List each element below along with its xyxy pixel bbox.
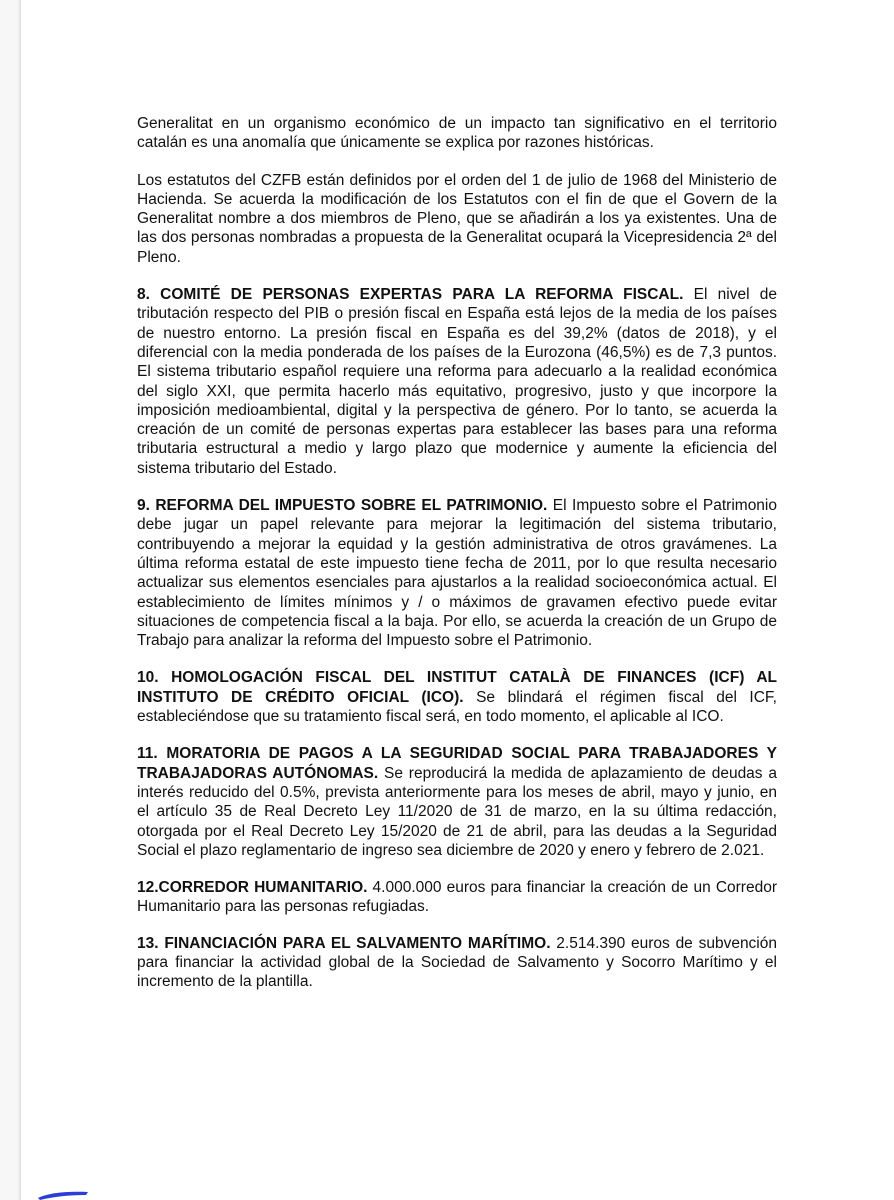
section-12-humanitarian-corridor — [137, 878, 777, 917]
section-text: El Impuesto sobre el Patrimonio debe jugar un papel relevante para mejorar la legitimación del sistema tributario, contribuyendo a mejorar la equidad y la gestión administrativa de otros gravámenes. La última reforma estatal de este impuesto tiene fecha de 2011, por lo que resulta necesario actualizar sus elementos esenciales para ajustarlos a la realidad socioeconómica actual. El establecimiento de límites mínimos y / o máximos de gravamen efectivo puede evitar situaciones de competencia fiscal a la baja. Por ello, se acuerda la creación de un Grupo de Trabajo para analizar la reforma del Impuesto sobre el Patrimonio. — [137, 497, 777, 650]
document-page — [20, 0, 894, 1200]
section-13-maritime-rescue — [137, 934, 777, 992]
paragraph-text: Generalitat en un organismo económico de un impacto tan significativo en el territorio catalán es una anomalía que únicamente se explica por razones históricas. — [137, 115, 777, 152]
section-heading: 9. REFORMA DEL IMPUESTO SOBRE EL PATRIMONIO. — [137, 497, 548, 515]
paragraph-text: Los estatutos del CZFB están definidos por el orden del 1 de julio de 1968 del Ministerio de Hacienda. Se acuerda la modificación de los Estatutos con el fin de que el Govern de la Generalitat nombre a dos miembros de Pleno, que se añadirán a los ya existentes. Una de las dos personas nombradas a propuesta de la Generalitat ocupará la Vicepresidencia 2ª del Pleno. — [137, 171, 777, 266]
section-heading: 13. FINANCIACIÓN PARA EL SALVAMENTO MARÍTIMO. — [137, 934, 551, 952]
section-10-icf-homologation — [137, 668, 777, 726]
section-text: El nivel de tributación respecto del PIB o presión fiscal en España está lejos de la media de los países de nuestro entorno. La presión fiscal en España es del 39,2% (datos de 2018), y el diferencial con la media ponderada de los países de la Eurozona (46,5%) es de 7,3 puntos. El sistema tributario español requiere una reforma para adecuarlo a la realidad económica del siglo XXI, que permita hacerlo más equitativo, progresivo, justo y que incorpore la imposición medioambiental, digital y la perspectiva de género. Por lo tanto, se acuerda la creación de un comité de personas expertas para establecer las bases para una reforma tributaria estructural a medio y largo plazo que modernice y aumente la eficiencia del sistema tributario del Estado. — [137, 286, 777, 477]
section-8-fiscal-reform-committee — [137, 285, 777, 478]
section-11-social-security-moratorium — [137, 744, 777, 860]
section-heading: 12.CORREDOR HUMANITARIO. — [137, 879, 368, 897]
paragraph-generalitat-anomaly — [137, 114, 777, 153]
section-heading: 8. COMITÉ DE PERSONAS EXPERTAS PARA LA REFORMA FISCAL. — [137, 286, 684, 304]
section-text: Se blindará el régimen fiscal del ICF, estableciéndose que su tratamiento fiscal será, en todo momento, el aplicable al ICO. — [137, 688, 777, 726]
section-text: 2.514.390 euros de subvención para financiar la actividad global de la Sociedad de Salvamento y Socorro Marítimo y el incremento de la plantilla. — [137, 934, 777, 991]
section-heading: 11. MORATORIA DE PAGOS A LA SEGURIDAD SOCIAL PARA TRABAJADORES Y TRABAJADORAS AUTÓNOMAS. — [137, 745, 777, 782]
blue-annotation-mark — [36, 1189, 90, 1200]
section-text: Se reproducirá la medida de aplazamiento de deudas a interés reducido del 0.5%, prevista anteriormente para los meses de abril, mayo y junio, en el artículo 35 de Real Decreto Ley 11/2020 de 31 de marzo, en la su última redacción, otorgada por el Real Decreto Ley 15/2020 de 21 de abril, para las deudas a la Seguridad Social el plazo reglamentario de ingreso sea diciembre de 2020 y enero y febrero de 2.021. — [137, 764, 777, 859]
section-text: 4.000.000 euros para financiar la creación de un Corredor Humanitario para las personas refugiadas. — [137, 879, 777, 916]
section-9-wealth-tax-reform — [137, 496, 777, 650]
paragraph-czfb-statutes — [137, 171, 777, 267]
section-heading: 10. HOMOLOGACIÓN FISCAL DEL INSTITUT CATALÀ DE FINANCES (ICF) AL INSTITUTO DE CRÉDITO OFICIAL (ICO). — [137, 669, 777, 706]
document-body — [137, 114, 777, 1010]
